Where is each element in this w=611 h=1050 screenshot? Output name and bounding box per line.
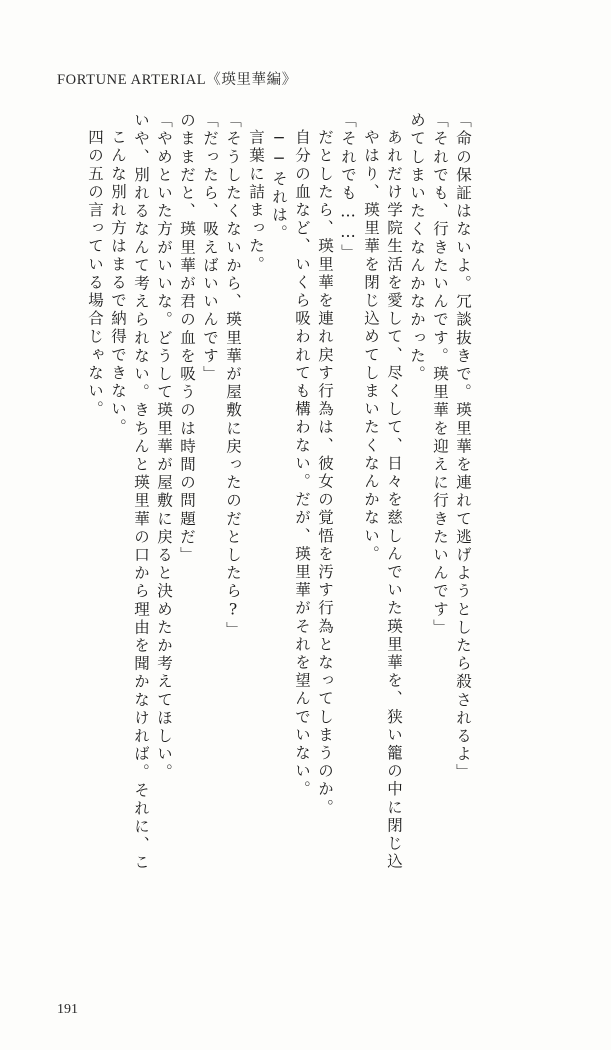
- text-column: 「それでも、行きたいんです。瑛里華を迎えに行きたいんです」: [431, 112, 449, 637]
- text-column: 四の五の言っている場合じゃない。: [86, 129, 104, 419]
- text-column: いや、別れるなんて考えられない。きちんと瑛里華の口から理由を聞かなければ。それに、こ: [132, 112, 150, 873]
- text-column: 「だったら、吸えばいいんです」: [201, 112, 219, 384]
- text-column: のままだと、瑛里華が君の血を吸うのは時間の問題だ」: [178, 112, 196, 565]
- text-column: 「そうしたくないから、瑛里華が屋敷に戻ったのだとしたら?」: [224, 112, 242, 640]
- text-column: 「命の保証はないよ。冗談抜きで。瑛里華を連れて逃げようとしたら殺されるよ」: [454, 112, 472, 782]
- text-column: 「やめといた方がいいな。どうして瑛里華が屋敷に戻ると決めたか考えてほしい。: [155, 112, 173, 782]
- text-column: あれだけ学院生活を愛して、尽くして、日々を慈しんでいた瑛里華を、狭い籠の中に閉じ込: [385, 129, 403, 872]
- running-header: FORTUNE ARTERIAL《瑛里華編》: [57, 72, 297, 88]
- text-column: こんな別れ方はまるで納得できない。: [109, 129, 127, 437]
- text-column: 言葉に詰まった。: [247, 129, 265, 274]
- text-column: めてしまいたくなんかなかった。: [408, 112, 426, 384]
- body-text-block: [79, 112, 549, 968]
- text-column: ──それは。: [270, 129, 288, 243]
- page-number: 191: [57, 1002, 78, 1017]
- text-column: やはり、瑛里華を閉じ込めてしまいたくなんかない。: [362, 129, 380, 564]
- text-column: 「それでも……」: [339, 112, 357, 262]
- text-column: だとしたら、瑛里華を連れ戻す行為は、彼女の覚悟を汚す行為となってしまうのか。: [316, 129, 334, 817]
- text-column: 自分の血など、いくら吸われても構わない。だが、瑛里華がそれを望んでいない。: [293, 129, 311, 799]
